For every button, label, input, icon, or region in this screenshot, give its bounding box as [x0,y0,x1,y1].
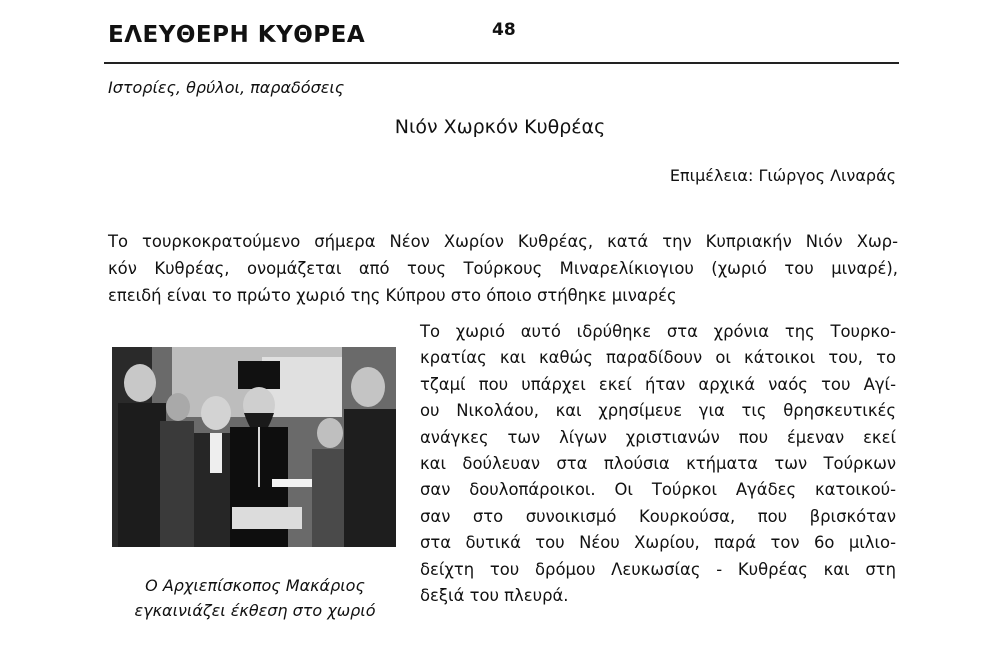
body-line: ου Νικολάου, και χρησίμευε για τις θρησκευτικές [420,401,896,421]
lead-paragraph [108,228,898,309]
lead-line: επειδή είναι το πρώτο χωριό της Κύπρου στο όποιο στήθηκε μιναρές [108,286,677,305]
photo-illustration [112,347,396,547]
body-line: και δούλευαν στα πλούσια κτήματα των Τούρκων [420,454,896,474]
body-line: σαν δουλοπάροικοι. Οι Τούρκοι Αγάδες κατοικού- [420,480,896,500]
caption-line: Ο Αρχιεπίσκοπος Μακάριος [145,576,365,595]
body-line: δεξιά του πλευρά. [420,586,569,606]
body-line: σαν στο συνοικισμό Κουρκούσα, που βρισκόταν [420,506,896,526]
body-column [420,319,896,609]
header-rule [104,62,899,64]
archbishop-photo [112,347,396,547]
article-title: Νιόν Χωρκόν Κυθρέας [394,116,606,138]
body-line: Το χωριό αυτό ιδρύθηκε στα χρόνια της Τουρκο- [420,322,896,341]
lead-line: Το τουρκοκρατούμενο σήμερα Νέον Χωρίον Κυθρέας, κατά την Κυπριακήν Νιόν Χωρ- [108,232,898,251]
lead-line: κόν Κυθρέας, ονομάζεται από τους Τούρκους Μιναρελίκιογιου (χωριό του μιναρέ), [108,259,898,278]
publication-title: ΕΛΕΥΘΕΡΗ ΚΥΘΡΕΑ [108,22,366,48]
article-byline: Επιμέλεια: Γιώργος Λιναράς [669,166,896,185]
body-line: κρατίας και καθώς παραδίδουν οι κάτοικοι του, το [420,348,896,368]
masthead [96,20,896,62]
photo-caption [110,573,400,623]
body-line: τζαμί που υπάρχει εκεί ήταν αρχικά ναός του Αγί- [420,374,896,394]
section-label: Ιστορίες, θρύλοι, παραδόσεις [108,78,345,97]
body-line: ανάγκες των λίγων χριστιανών που έμεναν εκεί [420,427,896,447]
caption-line: εγκαινιάζει έκθεση στο χωριό [134,601,376,620]
page-number: 48 [492,20,516,40]
body-line: δείχτη του δρόμου Λευκωσίας - Κυθρέας και στη [420,559,896,579]
body-line: στα δυτικά του Νέου Χωρίου, παρά τον 6ο μιλιο- [420,533,896,553]
